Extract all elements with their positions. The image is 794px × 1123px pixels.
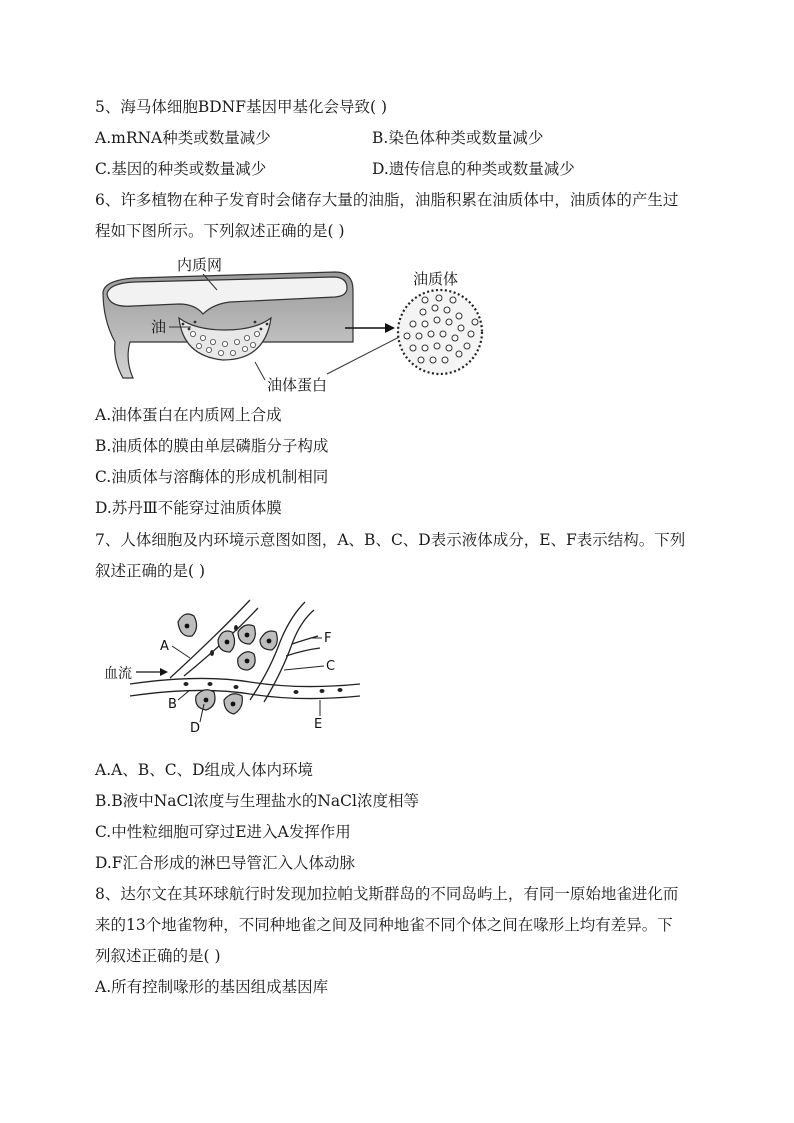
capillary xyxy=(130,678,360,686)
q5-option-d: D.遗传信息的种类或数量减少 xyxy=(372,160,575,178)
q7-option-c: C.中性粒细胞可穿过E进入A发挥作用 xyxy=(95,823,351,841)
label-blood-flow: 血流 xyxy=(104,666,132,682)
q7-stem-line1: 7、人体细胞及内环境示意图如图，A、B、C、D表示液体成分，E、F表示结构。下列 xyxy=(95,531,686,549)
leader-oleosin xyxy=(255,362,265,380)
label-d: D xyxy=(190,721,201,736)
q7-option-a: A.A、B、C、D组成人体内环境 xyxy=(95,761,313,779)
q8-stem-line3: 列叙述正确的是( ) xyxy=(95,947,221,965)
q7-stem-line2: 叙述正确的是( ) xyxy=(95,562,206,580)
q6-option-d: D.苏丹Ⅲ不能穿过油质体膜 xyxy=(95,499,282,517)
q6-stem-line2: 程如下图所示。下列叙述正确的是( ) xyxy=(95,222,345,240)
q8-option-a: A.所有控制喙形的基因组成基因库 xyxy=(95,978,329,996)
q6-option-b: B.油质体的膜由单层磷脂分子构成 xyxy=(95,437,329,455)
label-oleosin: 油体蛋白 xyxy=(267,376,328,394)
label-er: 内质网 xyxy=(177,256,223,274)
q8-stem-line2: 来的13个地雀物种，不同种地雀之间及同种地雀不同个体之间在喙形上均有差异。下 xyxy=(95,916,673,934)
capillary-lower-wall xyxy=(130,690,360,698)
q5-option-b: B.染色体种类或数量减少 xyxy=(372,129,544,147)
q6-option-c: C.油质体与溶酶体的形成机制相同 xyxy=(95,468,329,486)
label-e: E xyxy=(314,717,323,732)
oil-body-figure xyxy=(95,250,505,400)
label-oil-body: 油质体 xyxy=(413,270,459,288)
arrow-head xyxy=(385,323,395,333)
q6-stem-line1: 6、许多植物在种子发育时会储存大量的油脂，油脂积累在油质体中，油质体的产生过 xyxy=(95,191,679,209)
q5-stem: 5、海马体细胞BDNF基因甲基化会导致( ) xyxy=(95,98,388,116)
internal-environment-figure xyxy=(100,592,370,742)
label-b: B xyxy=(168,697,177,712)
label-a: A xyxy=(160,639,169,654)
q5-option-c: C.基因的种类或数量减少 xyxy=(95,160,267,178)
label-f: F xyxy=(324,631,332,646)
label-c: C xyxy=(326,659,336,674)
q7-option-b: B.B液中NaCl浓度与生理盐水的NaCl浓度相等 xyxy=(95,792,419,810)
q7-option-d: D.F汇合形成的淋巴导管汇入人体动脉 xyxy=(95,854,356,872)
tissue-cells xyxy=(178,614,277,714)
label-oil: 油 xyxy=(151,318,167,336)
q8-stem-line1: 8、达尔文在其环球航行时发现加拉帕戈斯群岛的不同岛屿上，有同一原始地雀进化而 xyxy=(95,885,679,903)
q5-option-a: A.mRNA种类或数量减少 xyxy=(95,129,271,147)
q6-option-a: A.油体蛋白在内质网上合成 xyxy=(95,406,282,424)
